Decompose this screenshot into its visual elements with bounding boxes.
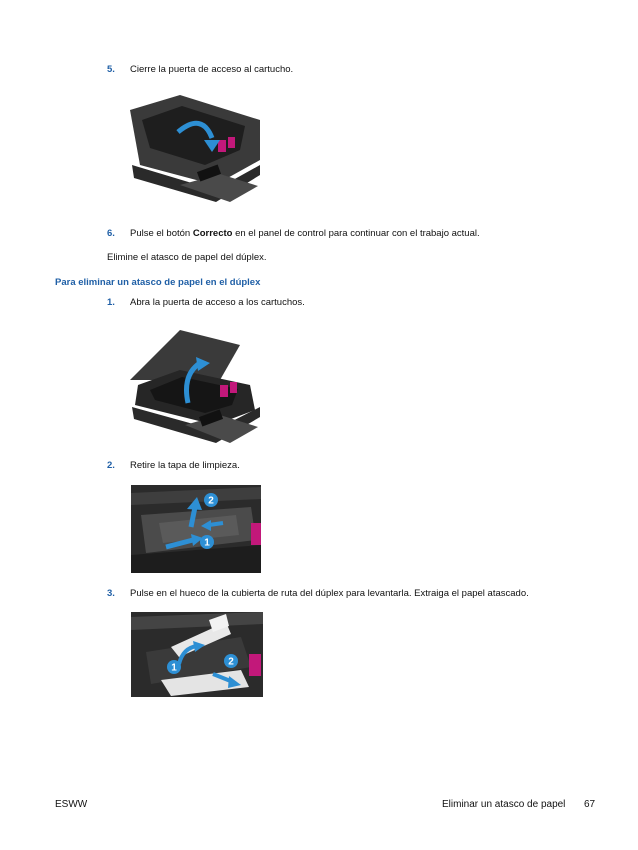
printer-close-door-image [120, 90, 270, 210]
step-5-text: Cierre la puerta de acceso al cartucho. [130, 64, 294, 75]
step-3-text: Pulse en el hueco de la cubierta de ruta del dúplex para levantarla. Extraiga el papel atascado. [130, 588, 529, 599]
footer-left: ESWW [55, 799, 88, 810]
step-3-number: 3. [107, 588, 115, 599]
ok-button-label: Correcto [192, 228, 233, 239]
step-6-number: 6. [107, 228, 115, 239]
callout-2b: 2 [228, 656, 234, 668]
intro-text: Elimine el atasco de papel del dúplex. [107, 252, 267, 263]
cleanout-cover-image [131, 485, 261, 573]
duplex-jam-image [131, 612, 263, 697]
step-6-text-post: en el panel de control para continuar con el trabajo actual. [232, 228, 480, 239]
step-1-text: Abra la puerta de acceso a los cartuchos. [130, 297, 305, 308]
callout-1: 1 [204, 537, 210, 549]
step-2-text: Retire la tapa de limpieza. [130, 460, 240, 471]
step-1-number: 1. [107, 297, 115, 308]
callout-1b: 1 [171, 662, 177, 674]
section-heading: Para eliminar un atasco de papel en el dúplex [55, 277, 261, 288]
step-2-number: 2. [107, 460, 115, 471]
step-5-number: 5. [107, 64, 115, 75]
step-6-text-pre: Pulse el botón [130, 228, 193, 239]
page-number: 67 [584, 799, 596, 810]
step-6-text [130, 228, 480, 239]
footer-section-label: Eliminar un atasco de papel [442, 799, 566, 810]
printer-open-door-image [120, 325, 270, 450]
callout-2: 2 [208, 495, 214, 507]
